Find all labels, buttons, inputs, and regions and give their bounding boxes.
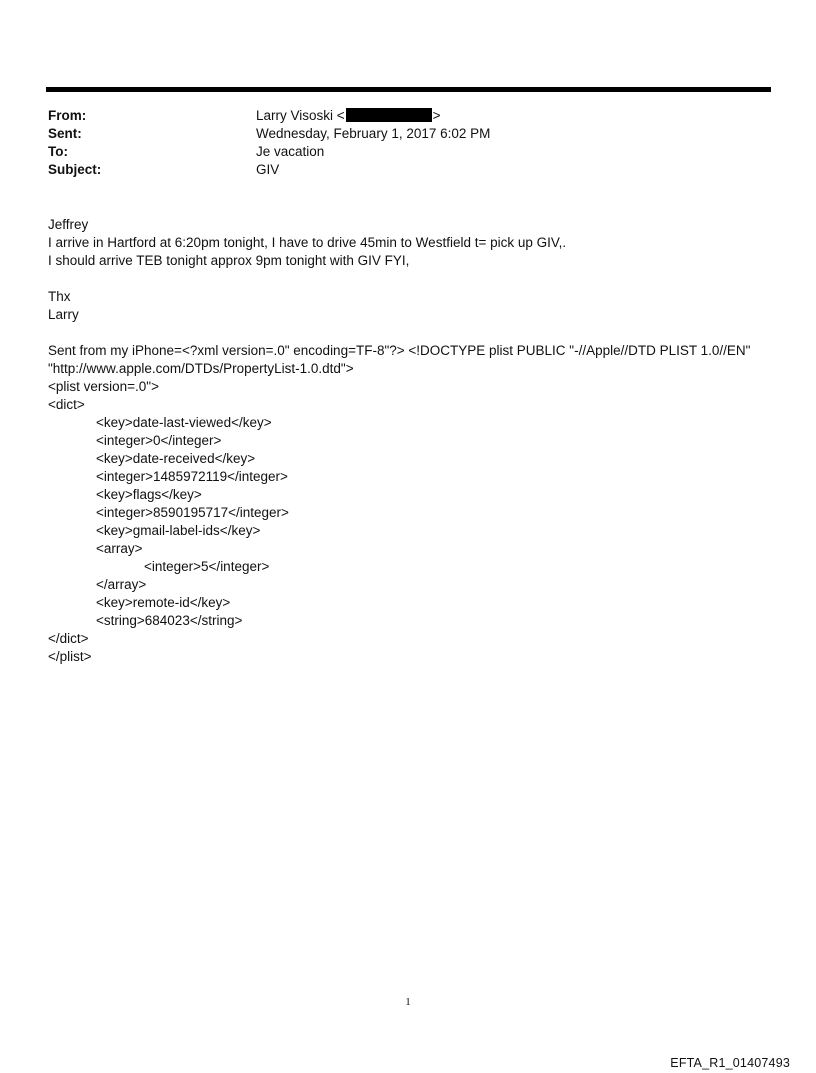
plist-array-close: </array> bbox=[96, 577, 147, 592]
thanks: Thx bbox=[48, 289, 71, 304]
body-line: I arrive in Hartford at 6:20pm tonight, I have to drive 45min to Westfield t= pick up GIV,. bbox=[48, 235, 567, 250]
from-label: From: bbox=[48, 108, 87, 123]
plist-key: <key>remote-id</key> bbox=[96, 595, 231, 610]
dict-close: </dict> bbox=[48, 631, 89, 646]
bates-number: EFTA_R1_01407493 bbox=[670, 1056, 790, 1070]
sender-name: Larry Visoski < bbox=[256, 108, 345, 123]
signature: Larry bbox=[48, 307, 79, 322]
blank-line bbox=[48, 324, 788, 342]
page-number: 1 bbox=[405, 996, 411, 1008]
subject-label: Subject: bbox=[48, 162, 102, 177]
plist-key: <key>date-received</key> bbox=[96, 451, 256, 466]
dict-open: <dict> bbox=[48, 397, 85, 412]
subject-row bbox=[48, 161, 748, 179]
plist-open: <plist version=.0"> bbox=[48, 379, 159, 394]
plist-value: <integer>1485972119</integer> bbox=[96, 469, 288, 484]
to-label: To: bbox=[48, 144, 68, 159]
email-body bbox=[48, 216, 788, 666]
plist-value: <integer>8590195717</integer> bbox=[96, 505, 289, 520]
sent-from-line: "http://www.apple.com/DTDs/PropertyList-1.0.dtd"> bbox=[48, 361, 354, 376]
plist-key: <key>date-last-viewed</key> bbox=[96, 415, 272, 430]
sent-row bbox=[48, 125, 748, 143]
plist-key: <key>gmail-label-ids</key> bbox=[96, 523, 261, 538]
to-value: Je vacation bbox=[256, 144, 325, 159]
blank-line bbox=[48, 270, 788, 288]
sender-close-bracket: > bbox=[432, 108, 441, 123]
header-rule bbox=[46, 87, 771, 92]
plist-close: </plist> bbox=[48, 649, 92, 664]
sent-from-line: Sent from my iPhone=<?xml version=.0" encoding=TF-8"?> <!DOCTYPE plist PUBLIC "-//Apple//DTD PLIST 1.0//EN" bbox=[48, 343, 751, 358]
from-row bbox=[48, 107, 748, 125]
plist-value: <integer>5</integer> bbox=[144, 559, 270, 574]
sent-value: Wednesday, February 1, 2017 6:02 PM bbox=[256, 126, 491, 141]
to-row bbox=[48, 143, 748, 161]
email-header bbox=[48, 107, 748, 179]
body-line: I should arrive TEB tonight approx 9pm tonight with GIV FYI, bbox=[48, 253, 410, 268]
from-value bbox=[256, 107, 748, 125]
plist-array-open: <array> bbox=[96, 541, 143, 556]
plist-value: <string>684023</string> bbox=[96, 613, 243, 628]
redaction-box bbox=[346, 108, 432, 122]
greeting: Jeffrey bbox=[48, 217, 89, 232]
plist-key: <key>flags</key> bbox=[96, 487, 202, 502]
sent-label: Sent: bbox=[48, 126, 82, 141]
subject-value: GIV bbox=[256, 162, 280, 177]
plist-value: <integer>0</integer> bbox=[96, 433, 222, 448]
